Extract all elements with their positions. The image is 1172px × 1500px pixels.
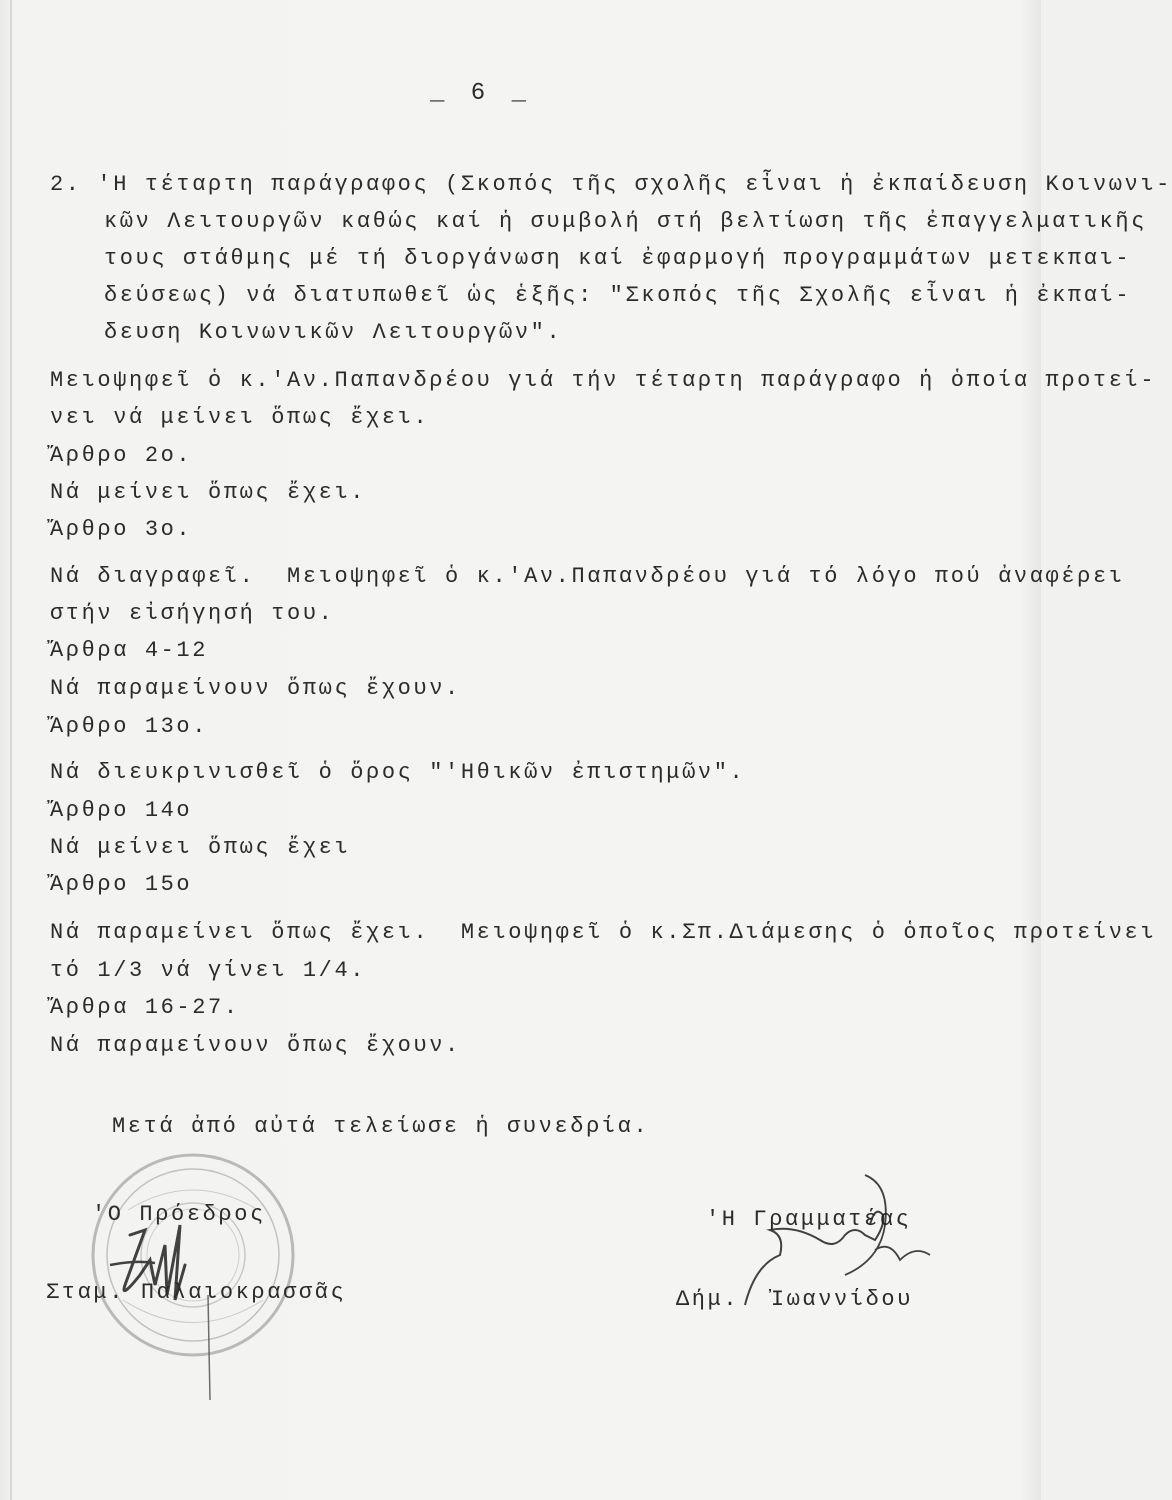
article-heading: Ἄρθρο 14ο <box>50 798 193 823</box>
article-heading: Ἄρθρο 2ο. <box>50 443 193 468</box>
text-line: νει νά μείνει ὅπως ἔχει. <box>50 405 430 430</box>
secretary-title: 'Η Γραμματέας <box>706 1207 912 1232</box>
secretary-name: Δήμ. Ἰωαννίδου <box>676 1287 914 1312</box>
text-line: Νά μείνει ὅπως ἔχει <box>50 835 351 860</box>
president-name: Σταμ. Παλαιοκρασσᾶς <box>46 1280 347 1305</box>
article-heading: Ἄρθρο 13ο. <box>50 714 209 739</box>
text-line: κῶν Λειτουργῶν καθώς καί ἡ συμβολή στή βελτίωση τῆς ἐπαγγελματικῆς <box>104 209 1147 234</box>
text-line: Νά μείνει ὅπως ἔχει. <box>50 480 367 505</box>
text-line: Νά παραμείνει ὅπως ἔχει. Μειοψηφεῖ ὁ κ.Σπ.Διάμεσης ὁ ὁποῖος προτείνει <box>50 920 1157 945</box>
text-line: τό 1/3 νά γίνει 1/4. <box>50 958 367 983</box>
article-heading: Ἄρθρα 16-27. <box>50 995 240 1020</box>
text-line: 2. 'Η τέταρτη παράγραφος (Σκοπός τῆς σχολῆς εἶναι ἡ ἐκπαίδευση Κοινωνι- <box>50 172 1172 197</box>
text-line: δευση Κοινωνικῶν Λειτουργῶν". <box>104 320 563 345</box>
page-number: _ 6 _ <box>430 80 533 107</box>
article-heading: Ἄρθρα 4-12 <box>50 638 209 663</box>
article-heading: Ἄρθρο 3ο. <box>50 517 193 542</box>
president-title: 'Ο Πρόεδρος <box>92 1202 266 1227</box>
article-heading: Ἄρθρο 15ο <box>50 872 193 897</box>
text-line: Νά παραμείνουν ὅπως ἔχουν. <box>50 676 461 701</box>
text-line: δεύσεως) νά διατυπωθεῖ ὡς ἑξῆς: "Σκοπός τῆς Σχολῆς εἶναι ἡ ἐκπαί- <box>104 283 1132 308</box>
text-line: Νά διευκρινισθεῖ ὁ ὅρος "'Ηθικῶν ἐπιστημῶν". <box>50 760 746 785</box>
closing-statement: Μετά ἀπό αὐτά τελείωσε ἡ συνεδρία. <box>112 1114 650 1139</box>
text-line: Μειοψηφεῖ ὁ κ.'Αν.Παπανδρέου γιά τήν τέταρτη παράγραφο ἡ ὁποία προτεί- <box>50 368 1157 393</box>
page-edge <box>10 0 12 1500</box>
text-line: Νά παραμείνουν ὅπως ἔχουν. <box>50 1033 461 1058</box>
text-line: τους στάθμης μέ τή διοργάνωση καί ἐφαρμογή προγραμμάτων μετεκπαι- <box>104 246 1132 271</box>
text-line: στήν εἰσήγησή του. <box>50 601 335 626</box>
text-line: Νά διαγραφεῖ. Μειοψηφεῖ ὁ κ.'Αν.Παπανδρέου γιά τό λόγο πού ἀναφέρει <box>50 564 1125 589</box>
